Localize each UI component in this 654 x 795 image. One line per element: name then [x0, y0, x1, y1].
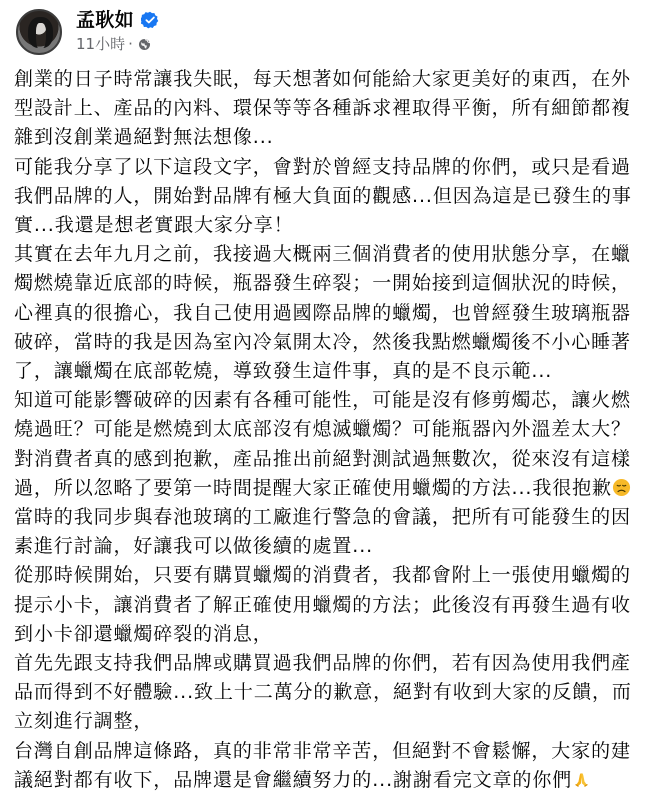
- author-avatar[interactable]: [16, 9, 62, 55]
- post-meta: [76, 8, 159, 56]
- post-text-line: 破碎，當時的我是因為室內冷氣開太冷，然後我點燃蠟燭後不小心睡著: [14, 330, 631, 353]
- post-text-line: 創業的日子時常讓我失眠，每天想著如何能給大家更美好的東西，在外: [14, 68, 631, 90]
- post-paragraph: [14, 153, 634, 241]
- post-text-line: 我們品牌的人，開始對品牌有極大負面的觀感...但因為這是已發生的事: [14, 184, 632, 207]
- post-text-line: 立刻進行調整，: [14, 710, 154, 733]
- verified-badge-icon: [141, 11, 159, 29]
- separator-dot: ·: [128, 35, 133, 53]
- post-text-line: 其實在去年九月之前，我接過大概兩三個消費者的使用狀態分享，在蠟: [14, 243, 631, 266]
- post-text-line: 從那時候開始，只要有購買蠟燭的消費者，我都會附上一張使用蠟燭的: [14, 564, 631, 587]
- post-text-line: 台灣自創品牌這條路，真的非常非常辛苦，但絕對不會鬆懈，大家的建: [14, 739, 631, 762]
- post-text-line: 對消費者真的感到抱歉，產品推出前絕對測試過無數次，從來沒有這樣: [14, 447, 631, 470]
- post-text-line: 了，讓蠟燭在底部乾燒，導致發生這件事，真的是不良示範...: [14, 360, 553, 383]
- post-paragraph: [14, 65, 634, 153]
- author-name[interactable]: 孟耿如: [76, 9, 134, 31]
- post-text-line: 過，所以忽略了要第一時間提醒大家正確使用蠟燭的方法...我很抱歉: [14, 476, 612, 499]
- post-text-line: 型設計上、產品的內料、環保等等各種訴求裡取得平衡，所有細節都複: [14, 97, 631, 120]
- post-text-line: 品而得到不好體驗...致上十二萬分的歉意，絕對有收到大家的反饋，而: [14, 681, 632, 704]
- post-text-line: 當時的我同步與春池玻璃的工廠進行警急的會議，把所有可能發生的因: [14, 506, 631, 529]
- post-paragraph: [14, 561, 634, 649]
- post-text-line: 心裡真的很擔心，我自己使用過國際品牌的蠟燭，也曾經發生玻璃瓶器: [14, 301, 631, 324]
- post-text-line: 實...我還是想老實跟大家分享！: [14, 214, 294, 237]
- post-text-line: 提示小卡，讓消費者了解正確使用蠟燭的方法；此後沒有再發生過有收: [14, 593, 631, 616]
- post-paragraph: [14, 386, 634, 503]
- post-paragraph: [14, 737, 634, 795]
- post-text: [14, 65, 634, 795]
- post-text-line: 到小卡卻還蠟燭碎裂的消息，: [14, 622, 273, 645]
- post-text-line: 燒過旺？可能是燃燒到太底部沒有熄滅蠟燭？可能瓶器內外溫差太大？: [14, 418, 631, 441]
- post-paragraph: [14, 649, 634, 737]
- globe-icon[interactable]: [138, 38, 151, 51]
- post-time-row: [76, 33, 159, 56]
- post-text-line: 首先先跟支持我們品牌或購買過我們品牌的你們，若有因為使用我們產: [14, 652, 631, 675]
- disappointed-face-emoji: [612, 478, 631, 497]
- folded-hands-emoji: [572, 770, 591, 789]
- author-row: [76, 8, 159, 32]
- post-text-line: 素進行討論，好讓我可以做後續的處置...: [14, 535, 374, 558]
- post-text-line: 議絕對都有收下，品牌還是會繼續努力的...謝謝看完文章的你們: [14, 768, 573, 791]
- post-text-line: 燭燃燒靠近底部的時候，瓶器發生碎裂；一開始接到這個狀況的時候，: [14, 272, 631, 295]
- post-paragraph: [14, 503, 634, 561]
- post-paragraph: [14, 240, 634, 386]
- post-header: [16, 6, 159, 58]
- post-text-line: 知道可能影響破碎的因素有各種可能性，可能是沒有修剪燭芯，讓火燃: [14, 389, 631, 412]
- post-text-line: 可能我分享了以下這段文字，會對於曾經支持品牌的你們，或只是看過: [14, 155, 631, 178]
- post-text-line: 雜到沒創業過絕對無法想像...: [14, 126, 274, 149]
- post-time[interactable]: 11小時: [76, 35, 126, 53]
